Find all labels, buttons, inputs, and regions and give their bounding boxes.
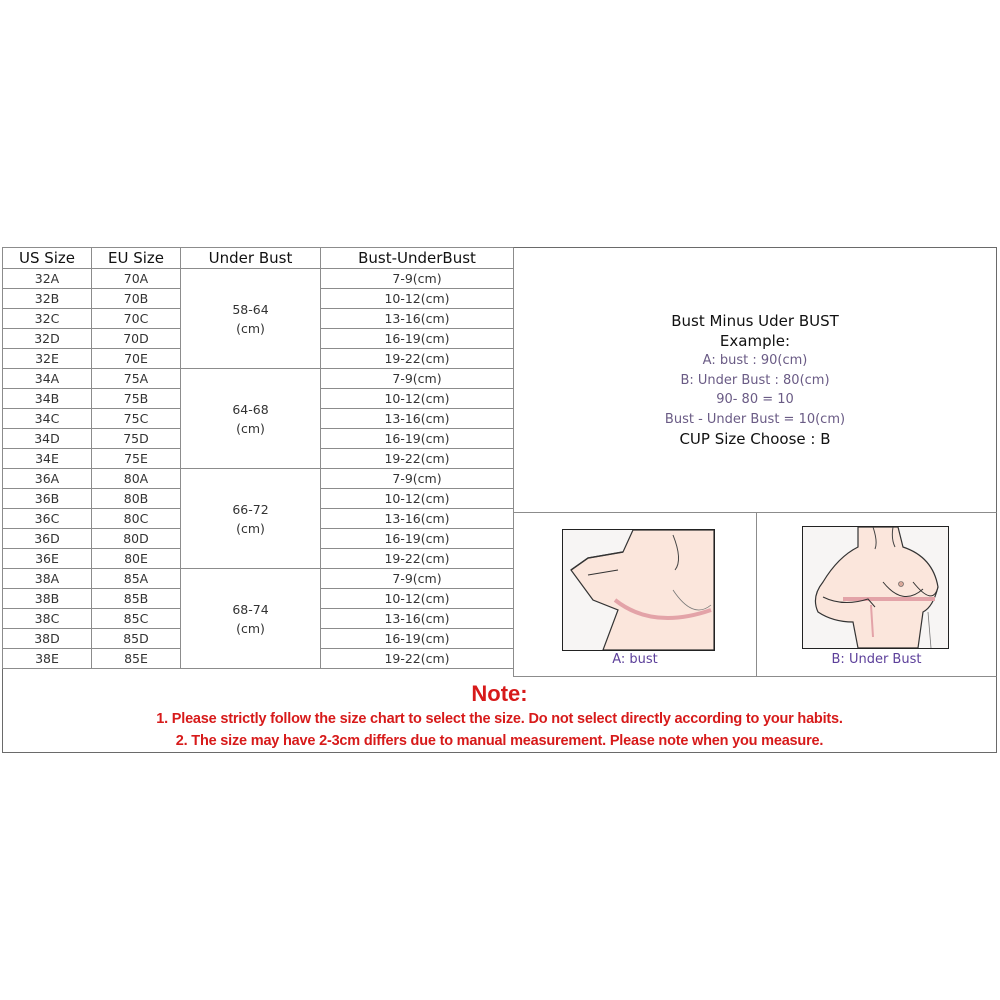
example-line-bust: A: bust : 90(cm) [702,353,808,368]
us-size-cell: 32B [3,289,92,309]
under-bust-range-cell [181,369,321,469]
eu-size-cell: 85D [92,629,181,649]
us-size-cell: 38C [3,609,92,629]
header-under-bust: Under Bust [181,248,321,269]
eu-size-cell: 70A [92,269,181,289]
header-eu-size: EU Size [92,248,181,269]
bust-caption: A: bust [612,652,658,667]
us-size-cell: 34D [3,429,92,449]
under-bust-unit: (cm) [236,520,265,536]
under-bust-unit: (cm) [236,320,265,336]
bust-diff-cell: 19-22(cm) [321,449,514,469]
us-size-cell: 32A [3,269,92,289]
note-section [2,677,997,753]
us-size-cell: 36E [3,549,92,569]
eu-size-cell: 75C [92,409,181,429]
eu-size-cell: 80E [92,549,181,569]
under-bust-unit: (cm) [236,620,265,636]
us-size-cell: 38B [3,589,92,609]
size-table-body [3,269,514,669]
under-bust-range: 64-68 [232,401,269,417]
bust-diff-cell: 10-12(cm) [321,489,514,509]
us-size-cell: 36A [3,469,92,489]
example-panel [513,247,997,513]
bust-diff-cell: 7-9(cm) [321,269,514,289]
eu-size-cell: 70B [92,289,181,309]
table-row [3,269,514,289]
example-result: CUP Size Choose : B [679,430,831,448]
eu-size-cell: 70C [92,309,181,329]
eu-size-cell: 70D [92,329,181,349]
bust-diff-cell: 13-16(cm) [321,609,514,629]
us-size-cell: 36D [3,529,92,549]
bust-diff-cell: 7-9(cm) [321,469,514,489]
bust-diff-cell: 10-12(cm) [321,389,514,409]
bust-diff-cell: 16-19(cm) [321,429,514,449]
note-line-2: 2. The size may have 2-3cm differs due to manual measurement. Please note when you measure. [175,733,824,749]
bust-diff-cell: 13-16(cm) [321,509,514,529]
under-bust-range-cell [181,469,321,569]
eu-size-cell: 85B [92,589,181,609]
bust-diff-cell: 7-9(cm) [321,569,514,589]
eu-size-cell: 75B [92,389,181,409]
bust-illustration-cell [513,513,757,677]
bust-diff-cell: 13-16(cm) [321,409,514,429]
under-bust-range: 68-74 [232,601,269,617]
eu-size-cell: 80B [92,489,181,509]
bust-diff-cell: 19-22(cm) [321,649,514,669]
us-size-cell: 38E [3,649,92,669]
us-size-cell: 34E [3,449,92,469]
table-row [3,369,514,389]
bust-diff-cell: 16-19(cm) [321,529,514,549]
bust-diff-cell: 19-22(cm) [321,549,514,569]
us-size-cell: 32D [3,329,92,349]
table-row [3,469,514,489]
underbust-illustration-cell [757,513,997,677]
us-size-cell: 36B [3,489,92,509]
example-line-calc: 90- 80 = 10 [716,392,794,407]
bust-diff-cell: 16-19(cm) [321,629,514,649]
header-us-size: US Size [3,248,92,269]
table-row [3,569,514,589]
under-bust-range: 58-64 [232,301,269,317]
under-bust-range-cell [181,569,321,669]
example-subtitle: Example: [719,332,791,350]
eu-size-cell: 85A [92,569,181,589]
us-size-cell: 38A [3,569,92,589]
us-size-cell: 36C [3,509,92,529]
us-size-cell: 32E [3,349,92,369]
eu-size-cell: 85E [92,649,181,669]
underbust-measurement-illustration-icon [802,526,949,649]
bust-diff-cell: 7-9(cm) [321,369,514,389]
example-line-diff: Bust - Under Bust = 10(cm) [664,411,846,427]
underbust-caption: B: Under Bust [831,652,922,667]
us-size-cell: 38D [3,629,92,649]
eu-size-cell: 85C [92,609,181,629]
under-bust-range: 66-72 [232,501,269,517]
eu-size-cell: 80A [92,469,181,489]
note-line-1: 1. Please strictly follow the size chart to select the size. Do not select directly according to your habits. [156,711,843,727]
eu-size-cell: 75E [92,449,181,469]
eu-size-cell: 70E [92,349,181,369]
bust-measurement-illustration-icon [562,529,715,651]
under-bust-range-cell [181,269,321,369]
bust-diff-cell: 10-12(cm) [321,589,514,609]
eu-size-cell: 80D [92,529,181,549]
size-table [2,247,514,669]
bust-diff-cell: 13-16(cm) [321,309,514,329]
note-title: Note: [471,681,528,706]
eu-size-cell: 75D [92,429,181,449]
bust-diff-cell: 16-19(cm) [321,329,514,349]
example-title: Bust Minus Uder BUST [671,312,839,330]
table-header-row [3,248,514,269]
example-line-underbust: B: Under Bust : 80(cm) [680,372,830,388]
bust-diff-cell: 10-12(cm) [321,289,514,309]
bust-diff-cell: 19-22(cm) [321,349,514,369]
eu-size-cell: 80C [92,509,181,529]
header-bust-underbust: Bust-UnderBust [321,248,514,269]
under-bust-unit: (cm) [236,420,265,436]
eu-size-cell: 75A [92,369,181,389]
us-size-cell: 34A [3,369,92,389]
us-size-cell: 34C [3,409,92,429]
us-size-cell: 34B [3,389,92,409]
us-size-cell: 32C [3,309,92,329]
